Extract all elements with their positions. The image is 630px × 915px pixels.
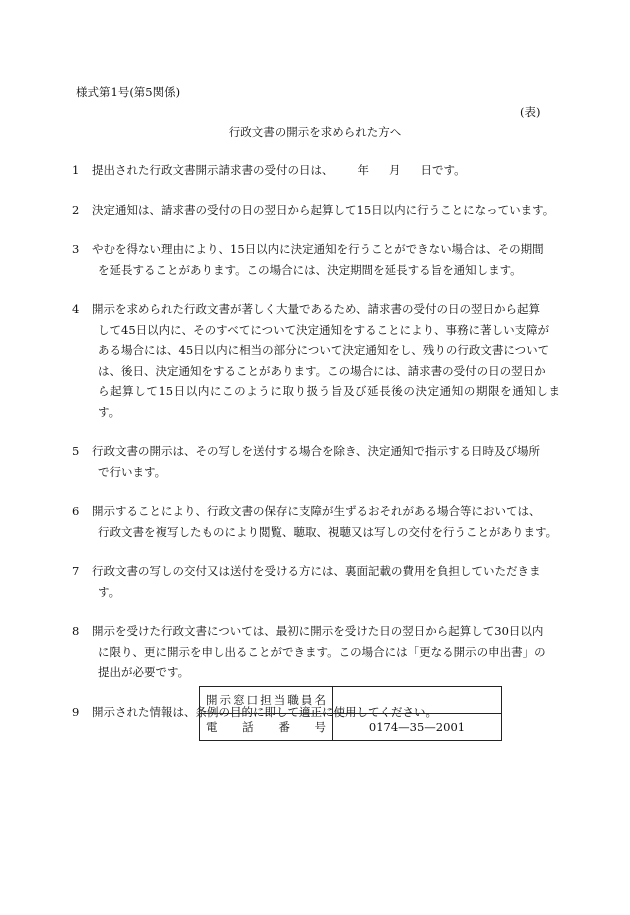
item-line: を延長することがあります。この場合には、決定期間を延長する旨を通知します。 (98, 262, 522, 277)
item-number: 3 (72, 242, 80, 256)
item-line: す。 (98, 584, 121, 599)
staff-row (200, 687, 502, 714)
item-text (92, 501, 560, 542)
item-line: で行います。 (98, 464, 167, 479)
item-line: 行政文書の写しの交付又は送付を受ける方には、裏面記載の費用を負担していただきま (92, 564, 541, 578)
phone-number-value: 0174—35—2001 (333, 714, 502, 741)
item-line: ら起算して15日以内にこのように取り扱う旨及び延長後の決定通知の期限を通知します。 (98, 384, 560, 419)
item-text (92, 441, 560, 482)
item-number: 2 (72, 202, 80, 217)
notice-item-5 (72, 441, 560, 482)
phone-row (200, 714, 502, 741)
item-line: ある場合には、45日以内に相当の部分について決定通知をし、残りの行政文書について (98, 343, 550, 357)
item-line: 開示を求められた行政文書が著しく大量であるため、請求書の受付の日の翌日から起算 (92, 302, 541, 316)
day-label: 日です。 (420, 163, 466, 177)
notice-item-7 (72, 561, 560, 602)
item-number: 9 (72, 704, 80, 719)
item-text (92, 160, 560, 181)
item-number: 1 (72, 163, 80, 177)
item-text (92, 561, 560, 602)
item-line: やむを得ない理由により、15日以内に決定通知を行うことができない場合は、その期間 (92, 242, 544, 256)
staff-name-label: 開示窓口担当職員名 (200, 687, 333, 714)
item-line: 決定通知は、請求書の受付の日の翌日から起算して15日以内に行うことになっています。 (92, 202, 555, 217)
phone-number-label: 電話番号 (200, 714, 333, 741)
item-number: 8 (72, 624, 80, 638)
item-line: 開示することにより、行政文書の保存に支障が生ずるおそれがある場合等においては、 (92, 504, 541, 518)
item-line: 提出が必要です。 (98, 665, 190, 679)
document-title: 行政文書の開示を求められた方へ (228, 125, 402, 139)
notice-item-8 (72, 621, 560, 683)
receipt-date-text: 提出された行政文書開示請求書の受付の日は、 (92, 163, 334, 177)
item-number: 6 (72, 504, 80, 518)
item-line: 行政文書の開示は、その写しを送付する場合を除き、決定通知で指示する日時及び場所 (92, 444, 541, 458)
contact-table (199, 686, 502, 741)
item-text (92, 299, 560, 422)
notice-item-2 (72, 200, 560, 221)
staff-name-field[interactable] (333, 687, 502, 714)
item-line: 開示を受けた行政文書については、最初に開示を受けた日の翌日から起算して30日以内 (92, 624, 544, 638)
side-marker: (表) (520, 105, 541, 119)
year-label: 年 (357, 163, 369, 177)
item-line: は、後日、決定通知をすることがあります。この場合には、請求書の受付の日の翌日か (98, 363, 546, 378)
item-text (92, 621, 560, 683)
notice-item-4 (72, 299, 560, 422)
item-line: 開示された情報は、条例の目的に即して適正に使用してください。 (92, 704, 437, 719)
notice-item-6 (72, 501, 560, 542)
item-text (92, 239, 560, 280)
item-line: 行政文書を複写したものにより閲覧、聴取、視聴又は写しの交付を行うことがあります。 (98, 524, 558, 539)
month-label: 月 (389, 163, 401, 177)
item-text (92, 200, 560, 221)
item-number: 5 (72, 444, 80, 458)
notice-item-3 (72, 239, 560, 280)
item-number: 7 (72, 564, 80, 578)
item-number: 4 (72, 302, 80, 316)
form-number: 様式第1号(第5関係) (76, 85, 181, 99)
notice-list (72, 160, 560, 741)
notice-item-1 (72, 160, 560, 181)
item-line: して45日以内に、そのすべてについて決定通知をすることにより、事務に著しい支障が (98, 322, 550, 337)
item-line: に限り、更に開示を申し出ることができます。この場合には「更なる開示の申出書」の (98, 644, 546, 659)
